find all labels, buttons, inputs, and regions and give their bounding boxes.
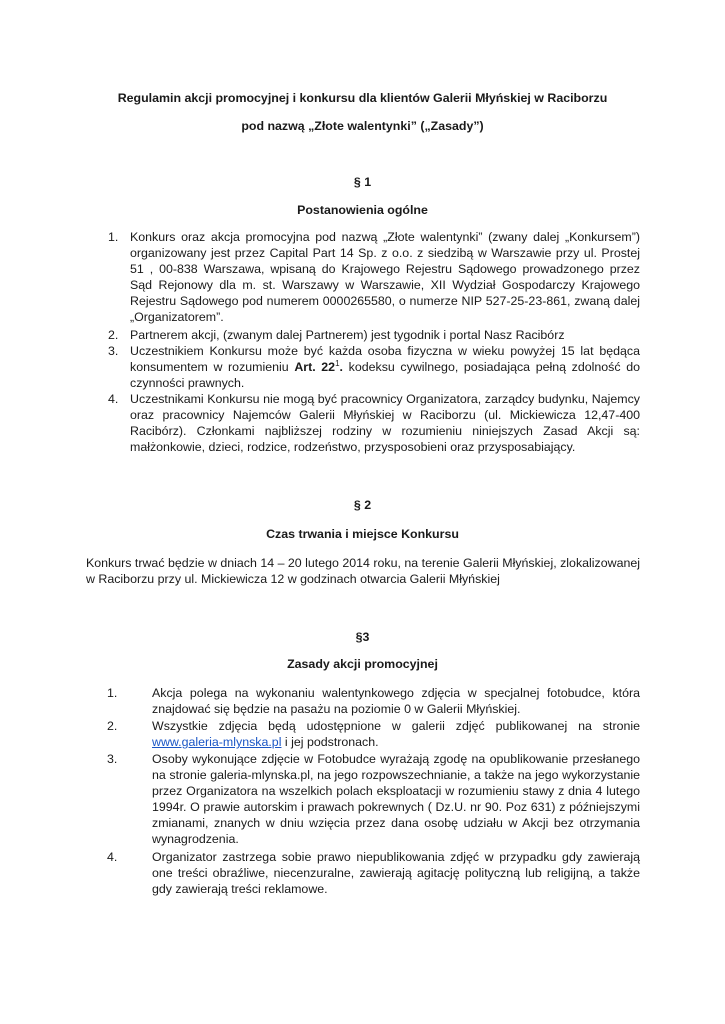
list-item-text: i jej podstronach. (281, 735, 379, 749)
section2-paragraph: Konkurs trwać będzie w dniach 14 – 20 lutego 2014 roku, na terenie Galerii Młyńskiej, zlokalizowanej w Raciborzu przy ul. Mickiewicza 12 w godzinach otwarcia Galerii Młyńskiej (86, 556, 640, 586)
list-item-text: Wszystkie zdjęcia będą udostępnione w galerii zdjęć publikowanej na stronie (152, 719, 640, 733)
list-item-number: 3. (108, 344, 119, 358)
document-title: Regulamin akcji promocyjnej i konkursu dla klientów Galerii Młyńskiej w Raciborzu (117, 91, 608, 105)
list-item-number: 1. (108, 230, 119, 244)
list-item-number: 4. (107, 850, 118, 864)
website-link[interactable]: www.galeria-mlynska.pl (152, 735, 282, 749)
list-item-number: 2. (107, 719, 118, 733)
list-item (108, 229, 640, 327)
list-item (108, 391, 640, 455)
list-item (108, 327, 640, 343)
list-item-text: Organizator zastrzega sobie prawo niepublikowania zdjęć w przypadku gdy zawierają one treści obraźliwe, niecenzuralne, zawierają agitację polityczną lub religijną, a także gdy zawierają treści reklamowe. (152, 850, 640, 896)
section3-number: §3 (355, 630, 370, 644)
list-item-number: 2. (108, 328, 119, 342)
section1-heading: Postanowienia ogólne (297, 203, 428, 217)
list-item-text: Akcja polega na wykonaniu walentynkowego zdjęcia w specjalnej fotobudce, która znajdować się będzie na pasażu na poziomie 0 w Galerii Młyńskiej. (152, 686, 640, 716)
list-item (107, 718, 640, 751)
article-dot: . (339, 360, 343, 374)
list-item-text: Konkurs oraz akcja promocyjna pod nazwą „Złote walentynki” (zwany dalej „Konkursem”) organizowany jest przez Capital Part 14 Sp. z o.o. z siedzibą w Warszawie przy ul. Prostej 51 , 00-838 Warszawa, wpisaną do Krajowego Rejestru Sądowego prowadzonego przez Sąd Rejonowy dla m. st. Warszawy w Warszawie, XII Wydział Gospodarczy Krajowego Rejestru Sądowego pod numerem 0000265580, o numerze NIP 527-25-23-861, zwaną dalej „Organizatorem”. (130, 230, 640, 324)
list-item-text: Partnerem akcji, (zwanym dalej Partnerem) jest tygodnik i portal Nasz Racibórz (130, 328, 565, 342)
section2-number: § 2 (353, 498, 372, 512)
list-item (107, 751, 640, 849)
section3-list (107, 685, 640, 897)
article-reference: Art. 22 (294, 360, 336, 374)
list-item (108, 343, 640, 391)
list-item-number: 3. (107, 752, 118, 766)
list-item-text: Uczestnikiem Konkursu może być każda osoba fizyczna w wieku powyżej 15 lat będąca konsumentem w rozumieniu (130, 344, 640, 374)
section1-number: § 1 (353, 175, 372, 189)
list-item-number: 1. (107, 686, 118, 700)
list-item (107, 849, 640, 897)
list-item-text: Uczestnikami Konkursu nie mogą być pracownicy Organizatora, zarządcy budynku, Najemcy oraz pracownicy Najemców Galerii Młyńskiej w Raciborzu (ul. Mickiewicza 12,47-400 Racibórz). Członkami najbliższej rodziny w rozumieniu niniejszych Zasad Akcji są: małżonkowie, dzieci, rodzice, rodzeństwo, przysposobieni oraz przysposabiający. (130, 392, 640, 454)
list-item-text: Osoby wykonujące zdjęcie w Fotobudce wyrażają zgodę na opublikowanie przesłanego na stronie galeria-mlynska.pl, na jego rozpowszechnianie, a także na jego wykorzystanie przez Organizatora na wszelkich polach eksploatacji w rozumieniu stawy z dnia 4 lutego 1994r. O prawie autorskim i prawach pokrewnych ( Dz.U. nr 90. Poz 631) z późniejszymi zmianami, znanych w dniu wzięcia przez dana osobę udziału w Akcji bez otrzymania wynagrodzenia. (152, 752, 640, 846)
section1-list (108, 229, 640, 455)
section2-heading: Czas trwania i miejsce Konkursu (266, 527, 459, 541)
list-item-number: 4. (108, 392, 119, 406)
list-item (107, 685, 640, 718)
list-item-text: kodeksu cywilnego, posiadająca pełną zdolność do czynności prawnych. (130, 360, 640, 390)
document-subtitle: pod nazwą „Złote walentynki” („Zasady”) (241, 119, 484, 133)
section3-heading: Zasady akcji promocyjnej (287, 657, 438, 671)
article-superscript: 1 (335, 358, 340, 368)
